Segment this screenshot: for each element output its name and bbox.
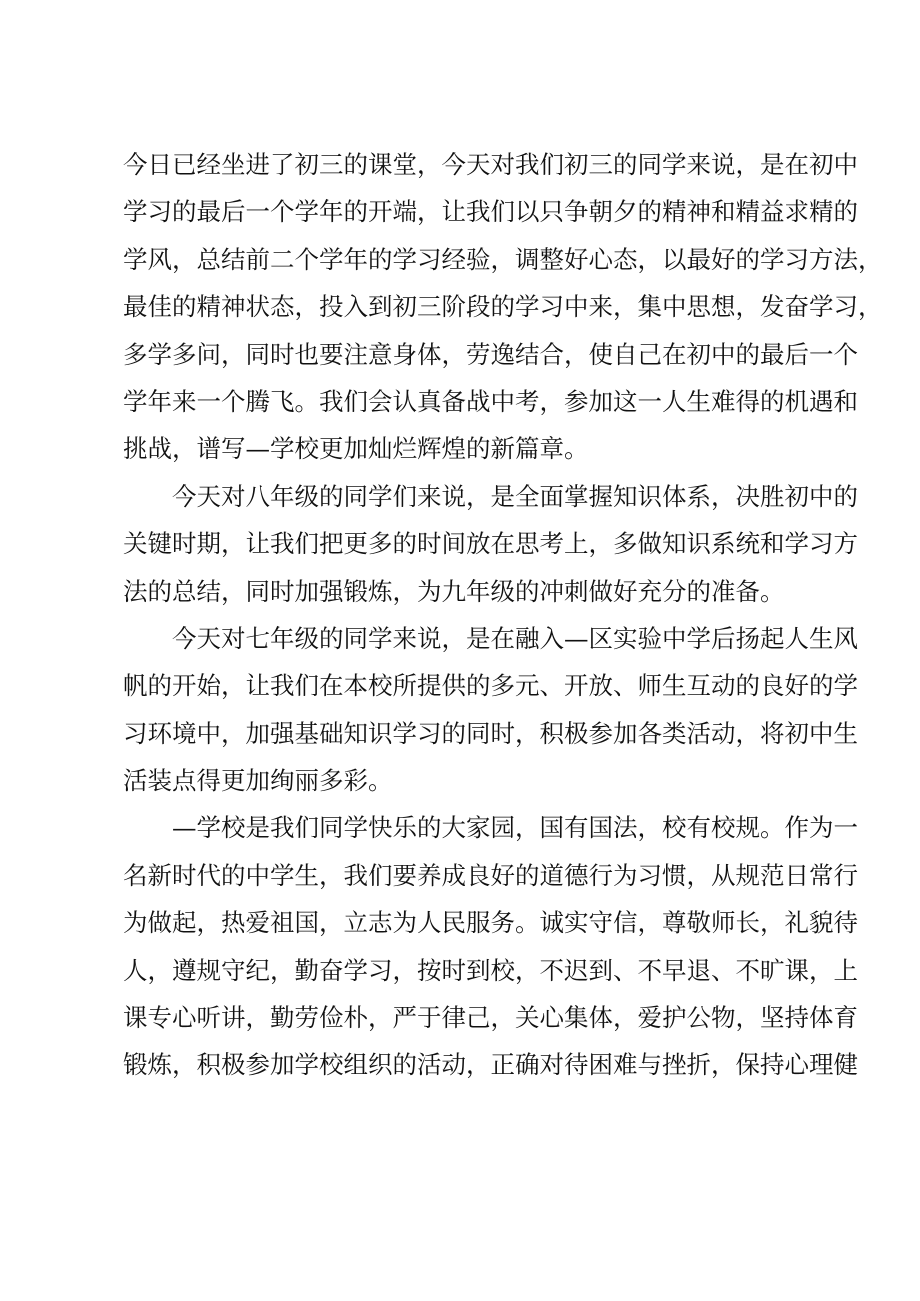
text-line: 习环境中，加强基础知识学习的同时，积极参加各类活动，将初中生 — [123, 718, 858, 748]
document-body — [123, 141, 883, 1089]
text-line: 为做起，热爱祖国，立志为人民服务。诚实守信，尊敬师长，礼貌待 — [123, 908, 858, 938]
text-line: 课专心听讲，勤劳俭朴，严于律己，关心集体，爱护公物，坚持体育 — [123, 1003, 858, 1033]
text-line: 关键时期，让我们把更多的时间放在思考上，多做知识系统和学习方 — [123, 529, 858, 559]
text-line: 法的总结，同时加强锻炼，为九年级的冲刺做好充分的准备。 — [123, 576, 785, 606]
text-line: 人，遵规守纪，勤奋学习，按时到校，不迟到、不早退、不旷课，上 — [123, 955, 858, 985]
text-line: 今天对八年级的同学们来说，是全面掌握知识体系，决胜初中的 — [172, 481, 858, 511]
text-line: 学习的最后一个学年的开端，让我们以只争朝夕的精神和精益求精的 — [123, 197, 858, 227]
text-line: 学风，总结前二个学年的学习经验，调整好心态，以最好的学习方法， — [123, 244, 883, 274]
text-line: —学校是我们同学快乐的大家园，国有国法，校有校规。作为一 — [172, 813, 858, 843]
text-line: 挑战，谱写—学校更加灿烂辉煌的新篇章。 — [123, 434, 589, 464]
text-line: 最佳的精神状态，投入到初三阶段的学习中来，集中思想，发奋学习， — [123, 292, 883, 322]
text-line: 今天对七年级的同学来说，是在融入—区实验中学后扬起人生风 — [172, 623, 858, 653]
text-line: 锻炼，积极参加学校组织的活动，正确对待困难与挫折，保持心理健 — [123, 1050, 858, 1080]
text-line: 名新时代的中学生，我们要养成良好的道德行为习惯，从规范日常行 — [123, 860, 858, 890]
text-line: 活装点得更加绚丽多彩。 — [123, 766, 393, 796]
text-line: 多学多问，同时也要注意身体，劳逸结合，使自己在初中的最后一个 — [123, 339, 858, 369]
text-line: 今日已经坐进了初三的课堂，今天对我们初三的同学来说，是在初中 — [123, 150, 858, 179]
text-line: 学年来一个腾飞。我们会认真备战中考，参加这一人生难得的机遇和 — [123, 386, 858, 416]
text-line: 帆的开始，让我们在本校所提供的多元、开放、师生互动的良好的学 — [123, 671, 858, 701]
